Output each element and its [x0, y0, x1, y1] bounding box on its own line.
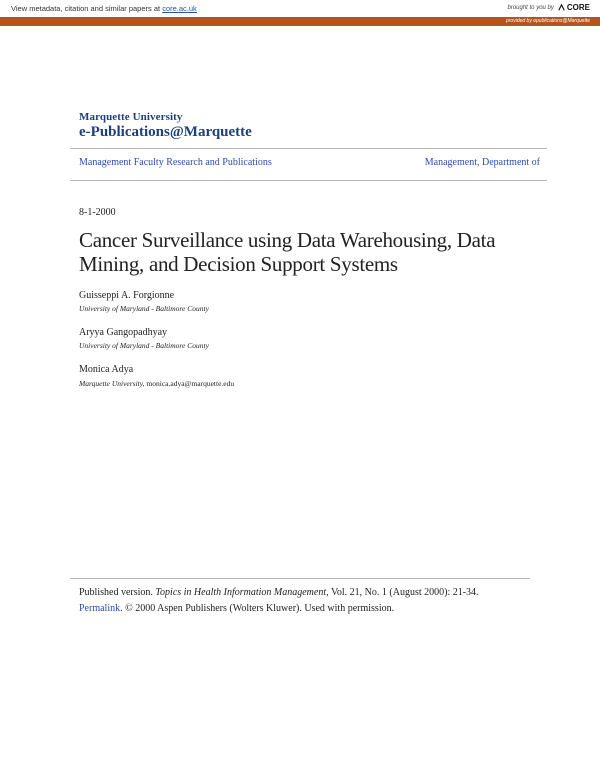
affiliation-text: University of Maryland - Baltimore County — [79, 341, 209, 350]
collection-link[interactable]: Management Faculty Research and Publications — [79, 157, 272, 168]
pub-details: Vol. 21, No. 1 (August 2000): 21-34. — [330, 587, 479, 598]
core-logo[interactable] — [557, 3, 590, 12]
author-email: monica.adya@marquette.edu — [146, 379, 235, 388]
permalink-link[interactable]: Permalink — [79, 603, 121, 614]
repository-name[interactable]: e-Publications@Marquette — [79, 124, 252, 140]
core-metadata-label: View metadata, citation and similar papers at — [11, 4, 161, 13]
publication-note — [79, 585, 539, 617]
core-brought-by — [508, 3, 591, 12]
core-logo-icon — [557, 3, 566, 12]
nav-divider — [70, 180, 547, 181]
core-metadata-text — [11, 4, 197, 13]
department-link[interactable]: Management, Department of — [424, 157, 540, 168]
pub-rights: . © 2000 Aspen Publishers (Wolters Kluwer). Used with permission. — [120, 603, 395, 614]
author-name: Aryya Gangopadhyay — [79, 327, 168, 338]
institution-name[interactable]: Marquette University — [79, 111, 183, 123]
brought-to-you-text: brought to you by — [507, 4, 554, 11]
top-divider — [70, 148, 547, 149]
author-affiliation — [79, 379, 234, 388]
author-name: Monica Adya — [79, 364, 134, 375]
affiliation-text: Marquette University, — [79, 379, 145, 388]
core-link[interactable]: core.ac.uk — [162, 4, 197, 13]
document-title: Cancer Surveillance using Data Warehousing, Data Mining, and Decision Support Systems — [79, 228, 496, 276]
author-affiliation — [79, 341, 209, 350]
pub-prefix: Published version. — [79, 587, 153, 598]
provided-by-text: provided by epublications@Marquette — [505, 18, 590, 24]
core-banner — [0, 0, 600, 17]
core-logo-text: CORE — [566, 3, 590, 12]
institution-header — [79, 111, 252, 141]
pub-journal: Topics in Health Information Management, — [155, 587, 329, 598]
author-affiliation — [79, 304, 209, 313]
publication-date: 8-1-2000 — [79, 207, 116, 218]
affiliation-text: University of Maryland - Baltimore County — [79, 304, 209, 313]
provider-bar — [0, 17, 600, 26]
author-name: Guisseppi A. Forgionne — [79, 290, 175, 301]
footer-divider — [70, 578, 530, 579]
